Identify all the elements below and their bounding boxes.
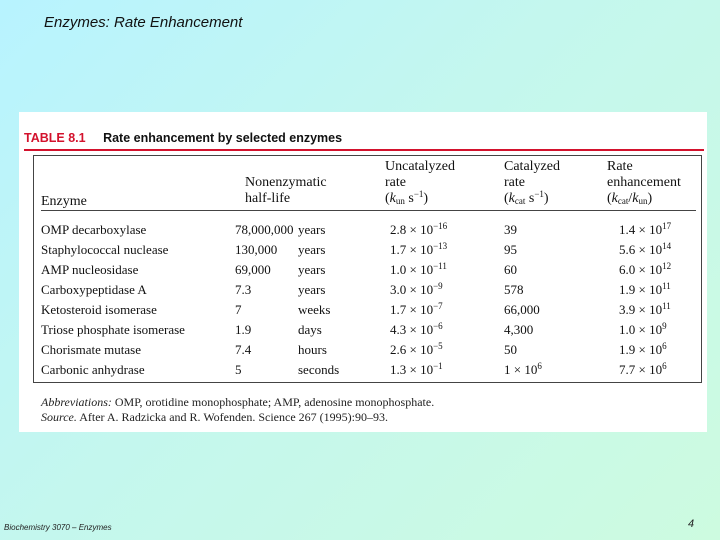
header-halflife [245, 175, 327, 207]
cell-uncat [390, 342, 443, 357]
cell-uncat-exponent: −16 [433, 221, 448, 231]
cell-halflife-value: 5 [235, 362, 242, 377]
slide-title: Enzymes: Rate Enhancement [44, 14, 243, 31]
header-enhancement [607, 159, 681, 207]
cell-cat-mantissa: 50 [504, 342, 517, 357]
cell-uncat [390, 302, 443, 317]
cell-enzyme: AMP nucleosidase [41, 262, 139, 277]
cell-cat [504, 322, 533, 337]
cell-enh [619, 322, 667, 337]
cell-uncat [390, 362, 443, 377]
cell-uncat-mantissa: 4.3 × 10 [390, 322, 434, 337]
cell-uncat [390, 222, 447, 237]
cell-enzyme: Chorismate mutase [41, 342, 142, 357]
table-panel [19, 112, 707, 432]
cell-enh [619, 342, 667, 357]
cell-uncat-mantissa: 1.7 × 10 [390, 242, 434, 257]
cell-halflife-unit: years [298, 282, 326, 297]
footer-course: Biochemistry 3070 – Enzymes [4, 523, 112, 532]
page-number: 4 [688, 518, 695, 530]
cell-enh-mantissa: 1.0 × 10 [619, 322, 663, 337]
cell-enh [619, 262, 671, 277]
cell-enh [619, 362, 667, 377]
header-halflife-line2: half-life [245, 191, 291, 206]
cell-enh-exponent: 11 [662, 281, 671, 291]
cell-uncat [390, 262, 447, 277]
cell-cat [504, 282, 524, 297]
cell-cat-mantissa: 39 [504, 222, 517, 237]
cell-cat-exponent: 6 [537, 361, 542, 371]
cell-enh-mantissa: 1.4 × 10 [619, 222, 663, 237]
cell-uncat-mantissa: 1.7 × 10 [390, 302, 434, 317]
header-enzyme: Enzyme [41, 194, 87, 209]
header-uncatalyzed [385, 159, 455, 207]
table-number: TABLE 8.1 [24, 131, 86, 145]
cell-uncat-mantissa: 1.0 × 10 [390, 262, 434, 277]
cell-uncat-exponent: −6 [433, 321, 443, 331]
cell-enh-mantissa: 7.7 × 10 [619, 362, 663, 377]
abbreviations-note [41, 395, 434, 410]
cell-halflife-unit: hours [298, 342, 327, 357]
cell-cat [504, 362, 542, 377]
cell-cat-mantissa: 4,300 [504, 322, 534, 337]
cell-cat [504, 222, 517, 237]
cell-enh-exponent: 11 [662, 301, 671, 311]
source-label: Source. [41, 410, 77, 424]
cell-enh-exponent: 6 [662, 361, 667, 371]
cell-enh [619, 222, 671, 237]
cell-enzyme: Carbonic anhydrase [41, 362, 145, 377]
cell-halflife-value: 78,000,000 [235, 222, 294, 237]
cell-cat [504, 342, 517, 357]
cell-enh-exponent: 14 [662, 241, 672, 251]
cell-halflife-unit: years [298, 242, 326, 257]
header-uncat-line2: rate [385, 175, 406, 190]
header-catalyzed [504, 159, 560, 207]
cell-cat [504, 262, 517, 277]
cell-halflife-unit: years [298, 262, 326, 277]
cell-cat-mantissa: 66,000 [504, 302, 540, 317]
cell-cat [504, 302, 540, 317]
cell-halflife-value: 7.4 [235, 342, 252, 357]
cell-uncat-mantissa: 2.8 × 10 [390, 222, 434, 237]
cell-enzyme: Staphylococcal nuclease [41, 242, 169, 257]
cell-cat [504, 242, 517, 257]
top-rule [24, 149, 704, 151]
cell-uncat-exponent: −9 [433, 281, 443, 291]
header-enh-line2: enhancement [607, 175, 681, 190]
cell-uncat-exponent: −5 [433, 341, 443, 351]
source-note [41, 410, 434, 425]
cell-enh-mantissa: 6.0 × 10 [619, 262, 663, 277]
header-cat-unit: ($k_{cat}$ $s^{-1}$) [504, 189, 549, 206]
cell-enh-mantissa: 1.9 × 10 [619, 282, 663, 297]
header-rule [41, 210, 696, 211]
cell-cat-mantissa: 578 [504, 282, 524, 297]
cell-enh [619, 302, 671, 317]
cell-halflife-unit: weeks [298, 302, 331, 317]
cell-enh-exponent: 17 [662, 221, 672, 231]
cell-uncat-exponent: −11 [433, 261, 447, 271]
cell-uncat [390, 242, 447, 257]
cell-cat-mantissa: 60 [504, 262, 517, 277]
cell-uncat [390, 322, 443, 337]
abbrev-text: OMP, orotidine monophosphate; AMP, adenosine monophosphate. [114, 395, 435, 409]
cell-cat-mantissa: 95 [504, 242, 517, 257]
cell-enh-mantissa: 3.9 × 10 [619, 302, 663, 317]
cell-halflife-unit: days [298, 322, 322, 337]
cell-halflife-value: 7 [235, 302, 242, 317]
table-heading [24, 131, 342, 145]
cell-uncat-mantissa: 1.3 × 10 [390, 362, 434, 377]
cell-halflife-value: 69,000 [235, 262, 271, 277]
cell-uncat-mantissa: 2.6 × 10 [390, 342, 434, 357]
cell-enzyme: Carboxypeptidase A [41, 282, 147, 297]
cell-uncat-exponent: −1 [433, 361, 443, 371]
cell-uncat-mantissa: 3.0 × 10 [390, 282, 434, 297]
header-halflife-line1: Nonenzymatic [245, 175, 327, 190]
header-uncat-unit: ($k_{un}$ $s^{-1}$) [385, 189, 429, 206]
cell-uncat-exponent: −7 [433, 301, 443, 311]
cell-enh-exponent: 12 [662, 261, 672, 271]
header-uncat-line1: Uncatalyzed [385, 159, 455, 174]
cell-enzyme: Triose phosphate isomerase [41, 322, 185, 337]
header-enh-unit: $(k_{cat}/k_{un})$ [607, 191, 653, 206]
cell-uncat [390, 282, 443, 297]
cell-enh-exponent: 6 [662, 341, 667, 351]
header-cat-line1: Catalyzed [504, 159, 560, 174]
cell-enh [619, 282, 671, 297]
source-text: After A. Radzicka and R. Wofenden. Science 267 (1995):90–93. [79, 410, 388, 424]
header-cat-line2: rate [504, 175, 525, 190]
abbrev-label: Abbreviations: [41, 395, 112, 409]
table-caption: Rate enhancement by selected enzymes [103, 131, 343, 145]
cell-enh-exponent: 9 [662, 321, 667, 331]
cell-halflife-unit: years [298, 222, 326, 237]
cell-enzyme: OMP decarboxylase [41, 222, 147, 237]
cell-enzyme: Ketosteroid isomerase [41, 302, 157, 317]
header-enh-line1: Rate [607, 159, 633, 174]
cell-halflife-value: 130,000 [235, 242, 278, 257]
cell-halflife-unit: seconds [298, 362, 340, 377]
cell-enh [619, 242, 671, 257]
cell-cat-mantissa: 1 × 10 [504, 362, 538, 377]
cell-uncat-exponent: −13 [433, 241, 448, 251]
cell-halflife-value: 1.9 [235, 322, 252, 337]
cell-enh-mantissa: 1.9 × 10 [619, 342, 663, 357]
cell-enh-mantissa: 5.6 × 10 [619, 242, 663, 257]
table-notes [41, 395, 434, 425]
cell-halflife-value: 7.3 [235, 282, 252, 297]
